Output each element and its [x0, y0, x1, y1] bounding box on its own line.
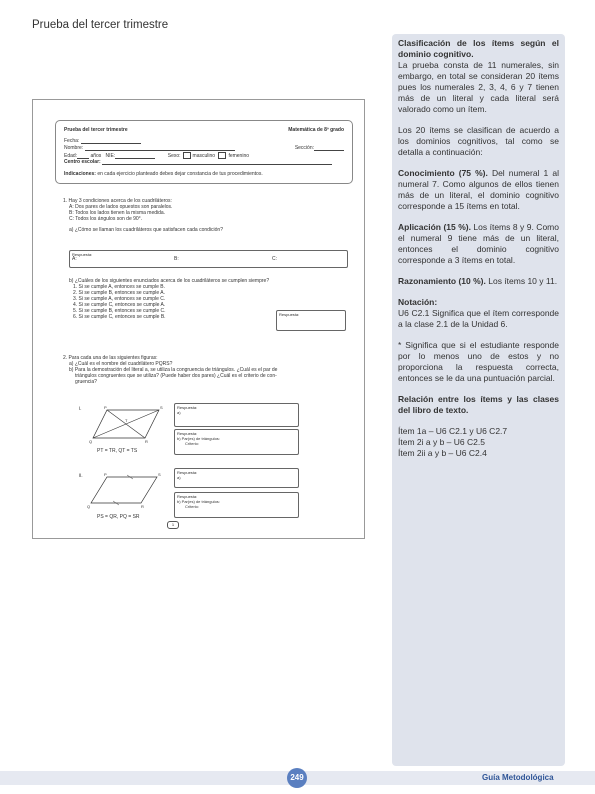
page-number-badge: 249	[287, 768, 307, 788]
fig-ii-P: P	[104, 472, 107, 477]
sidebar-p1-text: La prueba consta de 11 numerales, sin embargo, en total se consideran 20 ítems pues los numerales 2, 3, 4, 6 y 7 tienen más de un literal y cada literal será valorado como un ítem.	[398, 60, 559, 114]
checkbox-femenino	[218, 152, 226, 159]
meta-fecha: Fecha:	[64, 138, 80, 144]
meta-centro: Centro escolar:	[64, 159, 101, 165]
fig-i-S: S	[160, 405, 163, 410]
fig-i-R: R	[145, 439, 148, 444]
q2ii-a-prefix: a)	[177, 475, 181, 480]
q1a-question: a) ¿Cómo se llaman los cuadriláteros que satisfacen cada condición?	[69, 227, 223, 233]
meta-sexo: Sexo:	[167, 152, 181, 159]
q1b-s4: 4. Si se cumple C, entonces se cumple A.	[73, 302, 166, 308]
meta-grade: Matemática de 8º grado	[288, 127, 344, 133]
fig-i-P: P	[104, 405, 107, 410]
sidebar-p4-title: Aplicación (15 %).	[398, 222, 471, 232]
q2-a: a) ¿Cuál es el nombre del cuadrilátero PQRS?	[69, 361, 173, 367]
q1b-answer-label: Respuesta:	[279, 312, 300, 317]
sidebar-p2: Los 20 ítems se clasifican de acuerdo a los dominios cognitivos, tal como se detalla a continuación:	[398, 125, 559, 157]
q1a-answer-label: Respuesta:	[72, 252, 93, 257]
q1b-s5: 5. Si se cumple B, entonces se cumple C.	[73, 308, 166, 314]
worksheet-meta-box	[55, 120, 353, 184]
q1-intro: 1. Hay 3 condiciones acerca de los cuadriláteros:	[63, 198, 172, 204]
q1a-opt-b: B:	[174, 256, 179, 262]
q1a-answer-box[interactable]	[69, 250, 348, 268]
sidebar-p3-title: Conocimiento (75 %).	[398, 168, 488, 178]
q2i-a-answer-box[interactable]	[174, 403, 299, 427]
q1b-s1: 1. Si se cumple A, entonces se cumple B.	[73, 284, 165, 290]
sidebar-p6-text: U6 C2.1 Significa que el ítem corresponde a la clase 2.1 de la Unidad 6.	[398, 308, 559, 329]
meta-seccion: Sección:	[294, 145, 314, 151]
q2ii-b-criterio: Criterio:	[185, 504, 200, 509]
q2i-b-criterio: Criterio:	[185, 441, 200, 446]
page-header-title: Prueba del tercer trimestre	[32, 19, 169, 31]
sidebar-p5-text: Los ítems 10 y 11.	[488, 276, 558, 286]
sidebar-p3-text: Del numeral 1 al numeral 7. Como algunos de ellos tienen más de un literal, el dominio cognitivo corresponde a 15 ítems en total.	[398, 168, 559, 211]
q1b-s2: 2. Si se cumple B, entonces se cumple A.	[73, 290, 165, 296]
q2i-a-label: Respuesta:	[177, 405, 198, 410]
q1b-question: b) ¿Cuáles de los siguientes enunciados acerca de los cuadriláteros se cumplen siempre?	[69, 278, 270, 284]
sidebar-p6-title: Notación:	[398, 297, 438, 307]
fig-i-condition: PT = TR, QT = TS	[97, 448, 138, 454]
sidebar-item-list	[398, 426, 559, 459]
sidebar-item: Ítem 2ii a y b – U6 C2.4	[398, 448, 487, 458]
footer-guide-title: Guía Metodológica	[482, 773, 554, 782]
q1a-opt-c: C:	[272, 256, 277, 262]
sidebar-p5-title: Razonamiento (10 %).	[398, 276, 486, 286]
q2ii-b-pares: b) Par(es) de triángulos:	[177, 499, 220, 504]
q1b-answer-box[interactable]	[276, 310, 346, 331]
meta-indicaciones-label: Indicaciones:	[64, 171, 96, 177]
q2-b3: gruencia?	[75, 379, 97, 385]
fig-ii-condition: PS = QR, PQ = SR	[97, 514, 140, 520]
methodology-sidebar	[392, 34, 565, 766]
fig-ii-S: S	[158, 472, 161, 477]
q2ii-a-answer-box[interactable]	[174, 468, 299, 488]
q2-intro: 2. Para cada una de las siguientes figuras:	[63, 355, 158, 361]
meta-edad: Edad:	[64, 152, 78, 159]
fig-i-Q: Q	[89, 439, 93, 444]
q1b-block	[63, 278, 269, 320]
sidebar-p4-text: Los ítems 8 y 9. Como el numeral 9 tiene más de un literal, entonces el dominio cognitivo corresponde a 3 ítems en total.	[398, 222, 559, 265]
q2ii-b-label: Respuesta:	[177, 494, 198, 499]
meta-anos: años	[90, 152, 102, 159]
q2i-b-pares: b) Par(es) de triángulos:	[177, 436, 220, 441]
q1b-s6: 6. Si se cumple C, entonces se cumple B.	[73, 314, 166, 320]
figure-ii-parallelogram	[87, 470, 171, 512]
figure-i-parallelogram	[87, 404, 171, 448]
q2i-b-answer-box[interactable]	[174, 429, 299, 455]
meta-nombre: Nombre:	[64, 145, 84, 151]
sidebar-item: Ítem 2i a y b – U6 C2.5	[398, 437, 485, 447]
worksheet-page-mark: 1	[167, 521, 179, 529]
q2ii-a-label: Respuesta:	[177, 470, 198, 475]
fig-ii-label: ii.	[79, 473, 83, 479]
fig-i-T: T	[125, 418, 128, 423]
sidebar-p1-title: Clasificación de los ítems según el dominio cognitivo.	[398, 38, 559, 59]
q2i-b-label: Respuesta:	[177, 431, 198, 436]
q2-b2: triángulos congruentes que se utiliza? (Puede haber dos pares) ¿Cuál es el criterio de con-	[75, 373, 277, 379]
q1-cond-a: A: Dos pares de lados opuestos son paralelos.	[69, 204, 173, 210]
meta-femenino: femenino	[228, 152, 250, 159]
q2ii-b-answer-box[interactable]	[174, 492, 299, 518]
meta-masculino: masculino	[192, 152, 216, 159]
q2i-a-prefix: a)	[177, 410, 181, 415]
sidebar-p8-title: Relación entre los ítems y las clases del libro de texto.	[398, 394, 559, 415]
q1b-s3: 3. Si se cumple A, entonces se cumple C.	[73, 296, 166, 302]
fig-i-label: i.	[79, 406, 82, 412]
q1-cond-b: B: Todos los lados tienen la misma medida.	[69, 210, 166, 216]
sidebar-item: Ítem 1a – U6 C2.1 y U6 C2.7	[398, 426, 508, 436]
q1-cond-c: C: Todos los ángulos son de 90°.	[69, 216, 143, 222]
meta-indicaciones-text: en cada ejercicio planteado debes dejar constancia de tus procedimientos.	[97, 171, 263, 177]
q1a-opt-a: A:	[72, 256, 77, 262]
meta-title: Prueba del tercer trimestre	[64, 127, 128, 133]
worksheet-preview	[32, 99, 365, 539]
sidebar-p7: * Significa que si el estudiante responde por lo menos uno de estos y no proporciona la respuesta correcta, entonces se le da una puntuación parcial.	[398, 340, 559, 383]
checkbox-masculino	[183, 152, 191, 159]
q1-block	[63, 198, 223, 233]
meta-nie: NIE:	[105, 152, 116, 159]
q2-block	[63, 355, 277, 385]
fig-ii-Q: Q	[87, 504, 91, 509]
q2-b1: b) Para la demostración del literal a, se utiliza la congruencia de triángulos. ¿Cuál es el par de	[69, 367, 278, 373]
fig-ii-R: R	[141, 504, 144, 509]
